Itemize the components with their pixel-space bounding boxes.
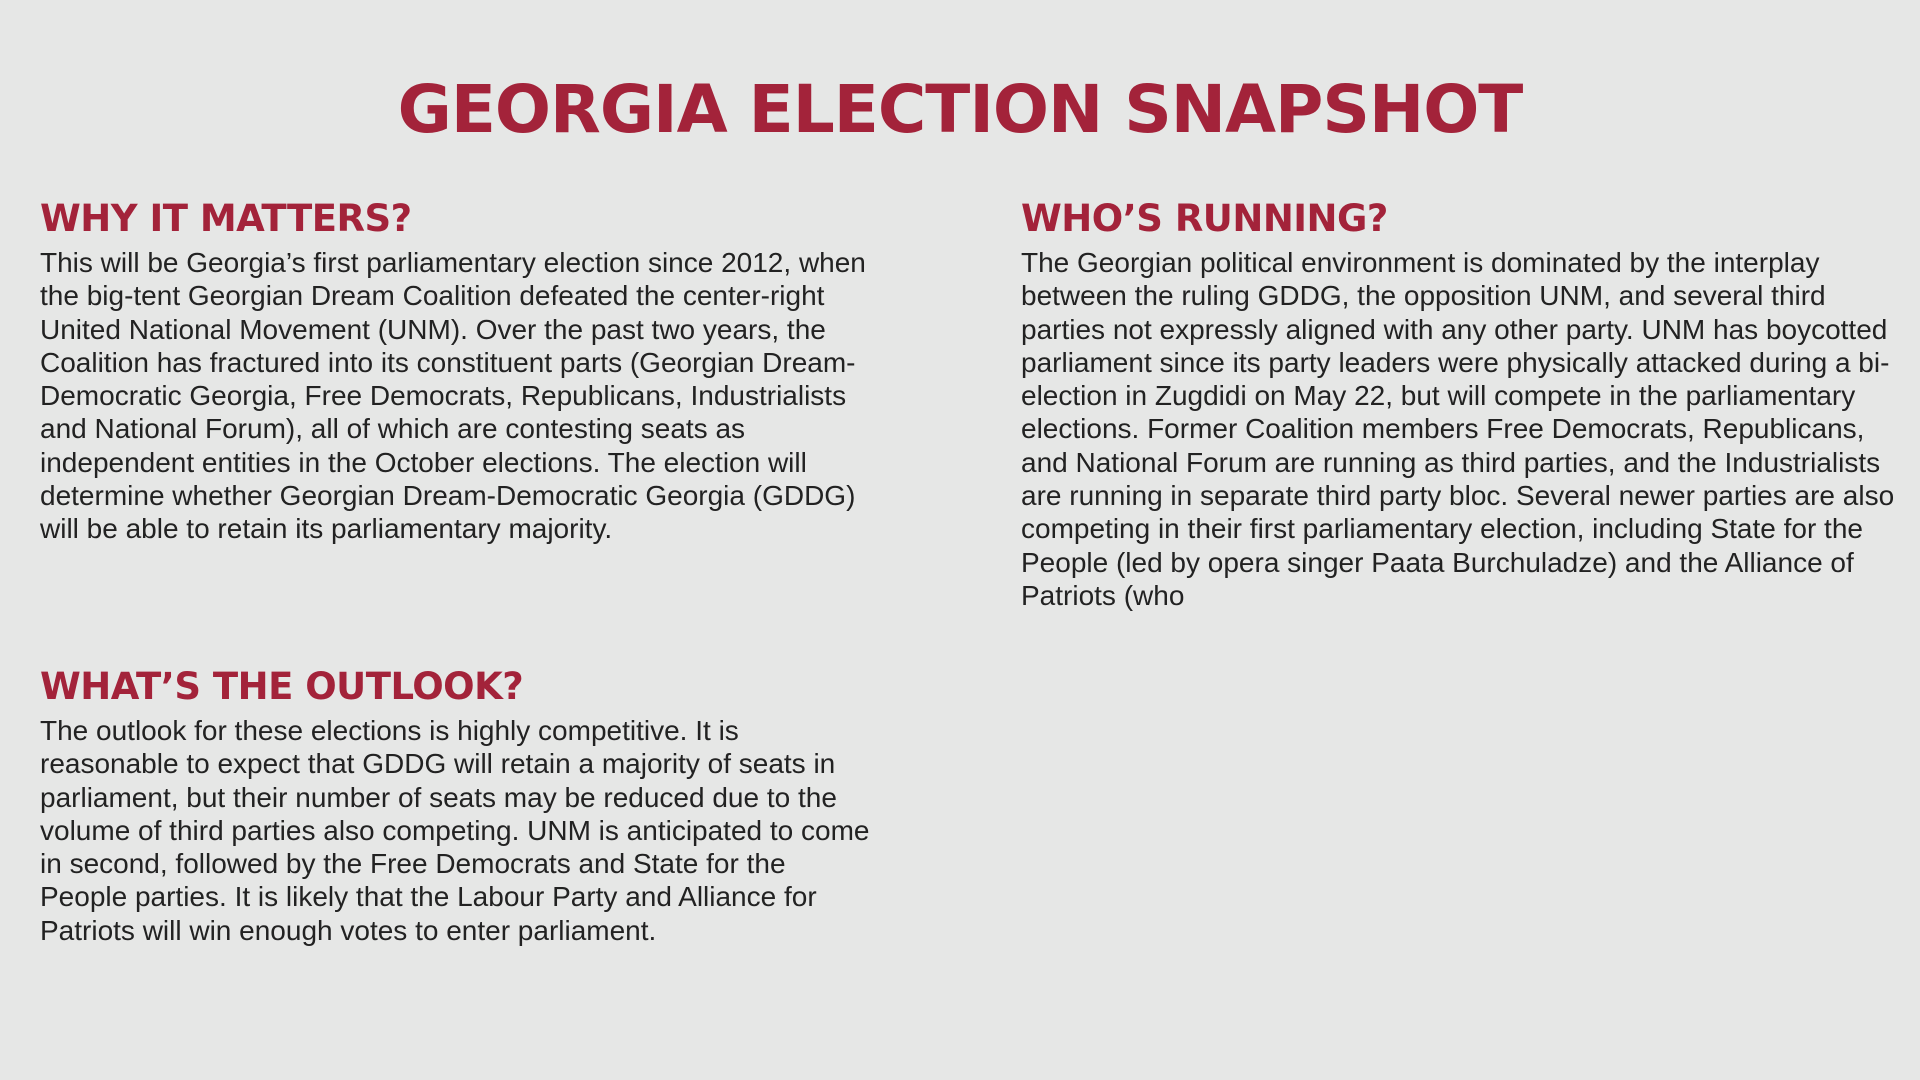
- section-body-whos-running: The Georgian political environment is dominated by the interplay between the ruling GDDG, the opposition UNM, and several third parties not expressly aligned with any other party. UNM has boycotted parliament since its party leaders were physically attacked during a bi-election in Zugdidi on May 22, but will compete in the parliamentary elections. Former Coalition members Free Democrats, Republicans, and National Forum are running as third parties, and the Industrialists are running in separate third party bloc. Several newer parties are also competing in their first parliamentary election, including State for the People (led by opera singer Paata Burchuladze) and the Alliance of Patriots (who: [1021, 247, 1895, 611]
- page-title: GEORGIA ELECTION SNAPSHOT: [397, 71, 1523, 148]
- section-body-why-it-matters: This will be Georgia’s first parliamentary election since 2012, when the big-tent Georgian Dream Coalition defeated the center-right United National Movement (UNM). Over the past two years, the Coalition has fractured into its constituent parts (Georgian Dream-Democratic Georgia, Free Democrats, Republicans, Industrialists and National Forum), all of which are contesting seats as independent entities in the October elections. The election will determine whether Georgian Dream-Democratic Georgia (GDDG) will be able to retain its parliamentary majority.: [40, 247, 866, 545]
- section-body-whats-the-outlook: The outlook for these elections is highly competitive. It is reasonable to expect that GDDG will retain a majority of seats in parliament, but their number of seats may be reduced due to the volume of third parties also competing. UNM is anticipated to come in second, followed by the Free Democrats and State for the People parties. It is likely that the Labour Party and Alliance for Patriots will win enough votes to enter parliament.: [40, 715, 870, 946]
- section-heading-whos-running: WHO’S RUNNING?: [1021, 197, 1388, 240]
- section-whos-running: [1021, 196, 1901, 612]
- section-heading-whats-the-outlook: WHAT’S THE OUTLOOK?: [40, 665, 524, 708]
- section-why-it-matters: [40, 196, 880, 546]
- section-heading-why-it-matters: WHY IT MATTERS?: [40, 197, 412, 240]
- section-whats-the-outlook: [40, 664, 880, 947]
